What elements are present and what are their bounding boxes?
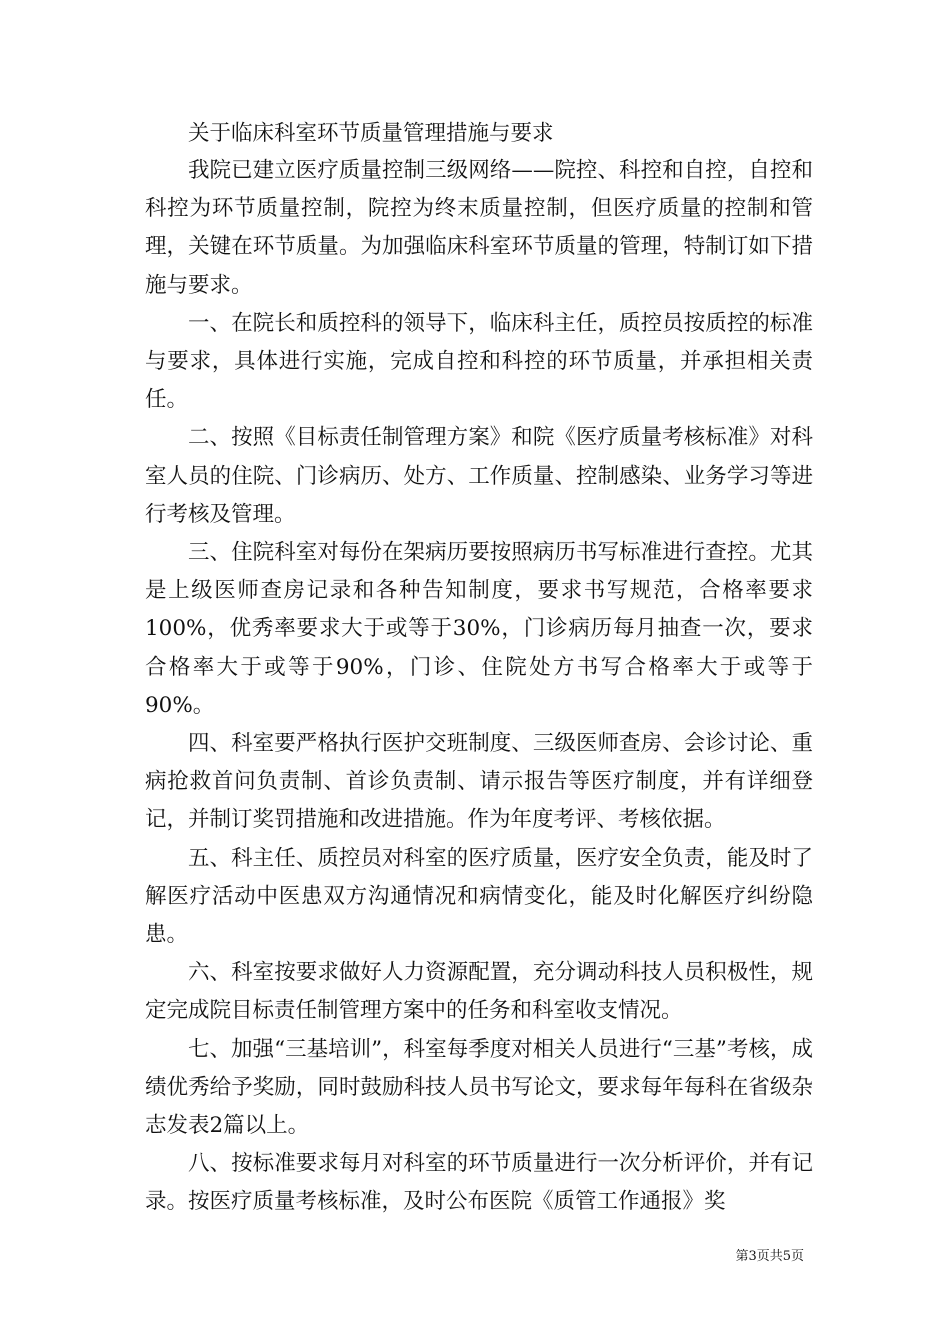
- document-title: 关于临床科室环节质量管理措施与要求: [188, 121, 554, 146]
- paragraph-1: 一、在院长和质控科的领导下，临床科主任，质控员按质控的标准与要求，具体进行实施，完成自控和科控的环节质量，并承担相关责任。: [145, 310, 813, 413]
- paragraph-6: 六、科室按要求做好人力资源配置，充分调动科技人员积极性，规定完成院目标责任制管理方案中的任务和科室收支情况。: [145, 960, 813, 1024]
- document-body: [145, 116, 813, 1222]
- paragraph-2: 二、按照《目标责任制管理方案》和院《医疗质量考核标准》对科室人员的住院、门诊病历、处方、工作质量、控制感染、业务学习等进行考核及管理。: [145, 425, 813, 527]
- paragraph-intro: 我院已建立医疗质量控制三级网络——院控、科控和自控，自控和科控为环节质量控制，院控为终末质量控制，但医疗质量的控制和管理，关键在环节质量。为加强临床科室环节质量的管理，特制订如下措施与要求。: [145, 158, 813, 298]
- paragraph-5: 五、科主任、质控员对科室的医疗质量，医疗安全负责，能及时了解医疗活动中医患双方沟通情况和病情变化，能及时化解医疗纠纷隐患。: [145, 845, 813, 948]
- page-number: 第3页共5页: [735, 1249, 804, 1264]
- paragraph-3: 三、住院科室对每份在架病历要按照病历书写标准进行查控。尤其是上级医师查房记录和各种告知制度，要求书写规范，合格率要求100%，优秀率要求大于或等于30%，门诊病历每月抽查一次，要求合格率大于或等于90%，门诊、住院处方书写合格率大于或等于90%。: [145, 540, 813, 718]
- paragraph-4: 四、科室要严格执行医护交班制度、三级医师查房、会诊讨论、重病抢救首问负责制、首诊负责制、请示报告等医疗制度，并有详细登记，并制订奖罚措施和改进措施。作为年度考评、考核依据。: [145, 731, 813, 833]
- paragraph-8: 八、按标准要求每月对科室的环节质量进行一次分析评价，并有记录。按医疗质量考核标准，及时公布医院《质管工作通报》奖: [145, 1151, 813, 1215]
- paragraph-7: 七、加强“三基培训”，科室每季度对相关人员进行“三基”考核，成绩优秀给予奖励，同时鼓励科技人员书写论文，要求每年每科在省级杂志发表2篇以上。: [145, 1036, 813, 1139]
